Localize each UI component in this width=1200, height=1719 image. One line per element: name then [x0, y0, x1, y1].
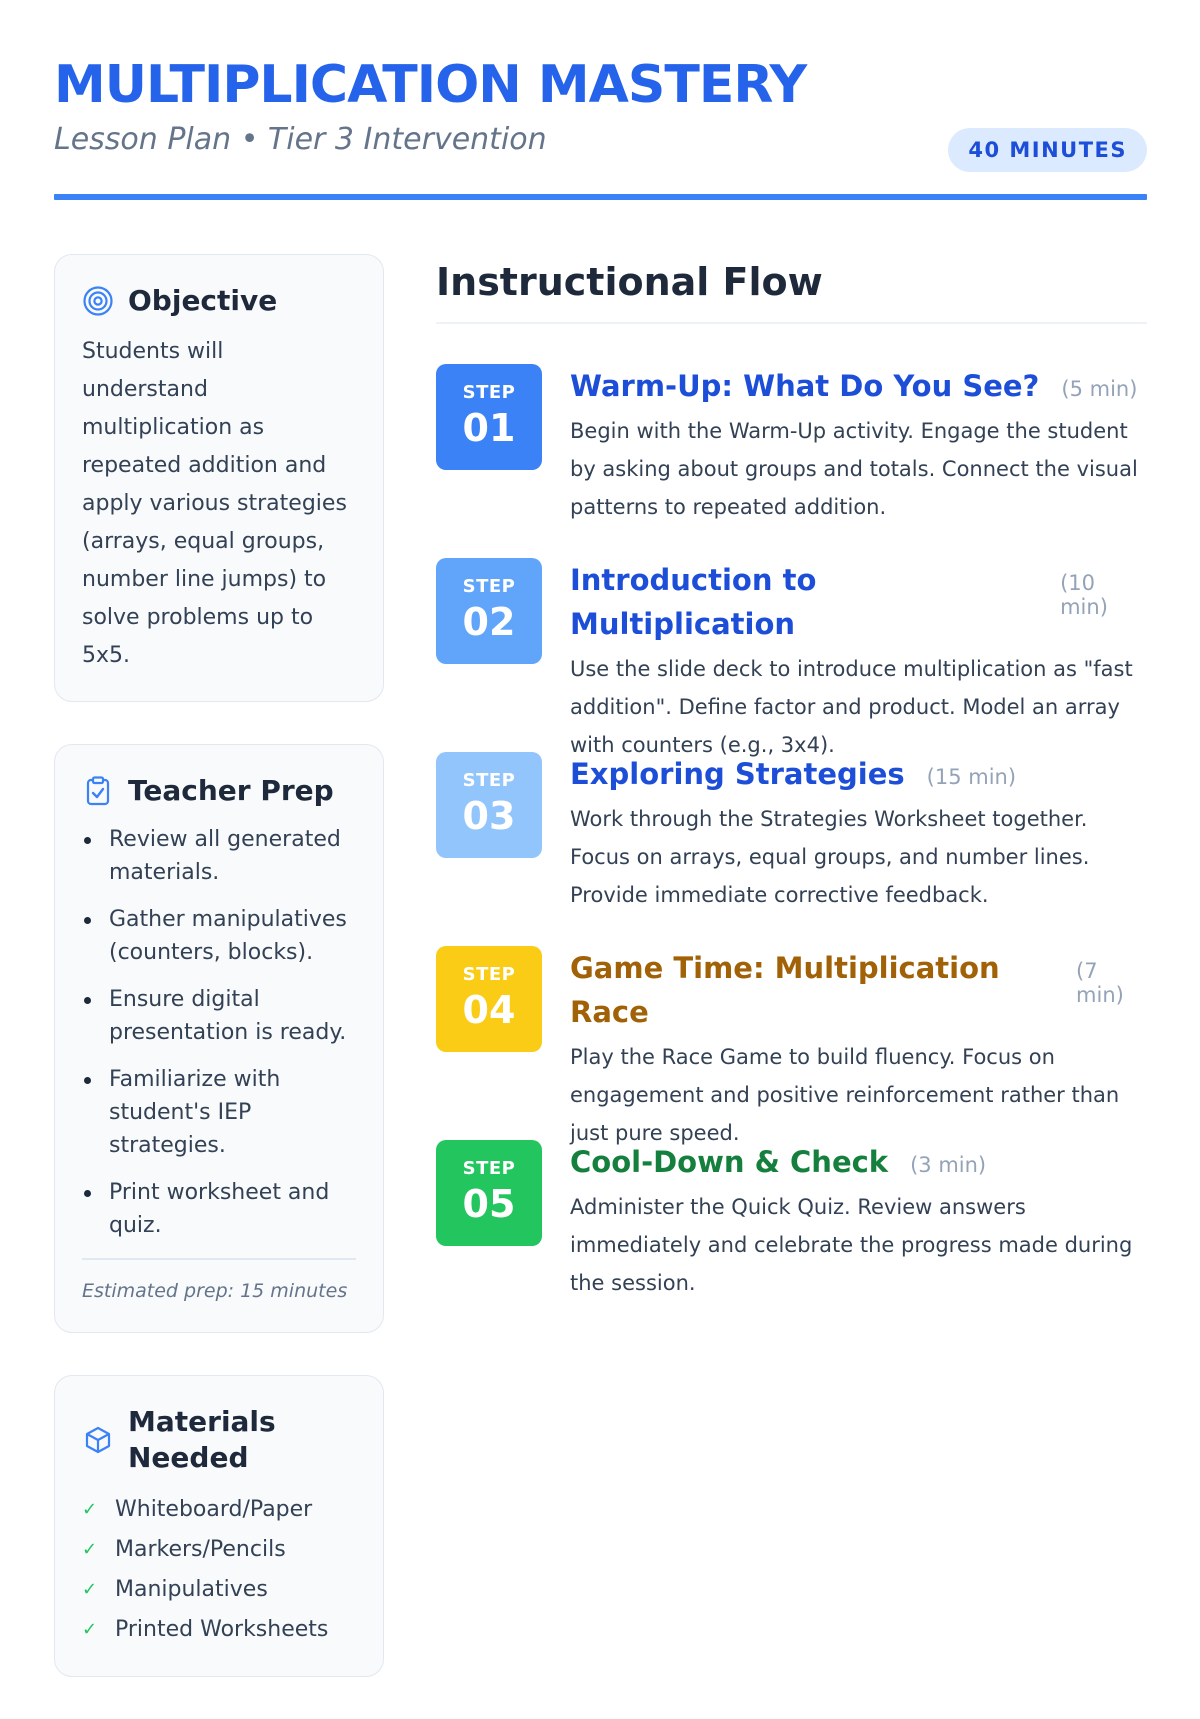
step-badge-label: STEP — [462, 770, 516, 791]
list-item: Gather manipulatives (counters, blocks). — [82, 903, 356, 969]
step-duration: (5 min) — [1061, 377, 1138, 401]
list-item: Ensure digital presentation is ready. — [82, 983, 356, 1049]
step-badge-label: STEP — [462, 576, 516, 597]
list-item — [82, 1570, 356, 1610]
list-item — [82, 1490, 356, 1530]
step-title: Cool-Down & Check — [570, 1145, 889, 1179]
list-item — [82, 1610, 356, 1650]
step-duration: (15 min) — [926, 765, 1017, 789]
step-3 — [436, 752, 1147, 946]
duration-badge: 40 MINUTES — [948, 128, 1147, 172]
materials-list — [82, 1490, 356, 1650]
step-description: Play the Race Game to build fluency. Focus on engagement and positive reinforcement rather than just pure speed. — [570, 1045, 1120, 1145]
flow-divider — [436, 322, 1147, 324]
step-badge-label: STEP — [462, 964, 516, 985]
step-description: Work through the Strategies Worksheet together. Focus on arrays, equal groups, and number lines. Provide immediate corrective feedback. — [570, 807, 1090, 907]
step-duration: (7 min) — [1076, 959, 1124, 1007]
material-label: Whiteboard/Paper — [115, 1496, 313, 1522]
step-2 — [436, 558, 1147, 757]
material-label: Markers/Pencils — [115, 1536, 286, 1562]
teacher-prep-header — [82, 773, 356, 809]
flow-title: Instructional Flow — [436, 260, 823, 304]
objective-title: Objective — [128, 284, 278, 317]
step-badge — [436, 752, 542, 858]
box-icon — [82, 1424, 114, 1456]
step-badge — [436, 558, 542, 664]
prep-divider — [82, 1258, 356, 1260]
target-icon — [82, 285, 114, 317]
materials-card — [54, 1375, 384, 1677]
clipboard-check-icon — [82, 775, 114, 807]
page-subtitle: Lesson Plan • Tier 3 Intervention — [54, 122, 547, 157]
check-icon: ✓ — [82, 1618, 98, 1640]
instructional-flow — [436, 254, 1147, 1334]
list-item: Review all generated materials. — [82, 823, 356, 889]
step-title: Warm-Up: What Do You See? — [570, 369, 1040, 403]
step-description: Administer the Quick Quiz. Review answers immediately and celebrate the progress made during the session. — [570, 1195, 1133, 1295]
materials-header — [82, 1404, 356, 1476]
step-badge-number: 04 — [462, 988, 516, 1032]
step-badge-label: STEP — [462, 382, 516, 403]
check-icon: ✓ — [82, 1578, 98, 1600]
step-badge — [436, 364, 542, 470]
step-badge — [436, 946, 542, 1052]
objective-header — [82, 283, 356, 319]
objective-card — [54, 254, 384, 702]
step-badge-number: 01 — [462, 406, 516, 450]
step-4 — [436, 946, 1147, 1145]
step-header — [570, 364, 1147, 408]
list-item: Print worksheet and quiz. — [82, 1176, 356, 1242]
materials-title: Materials Needed — [128, 1404, 276, 1474]
step-badge-label: STEP — [462, 1158, 516, 1179]
sidebar — [54, 254, 384, 1719]
page-title: MULTIPLICATION MASTERY — [54, 55, 807, 115]
step-5 — [436, 1140, 1147, 1334]
step-title: Exploring Strategies — [570, 757, 905, 791]
teacher-prep-list — [82, 823, 356, 1242]
step-content — [570, 558, 1147, 764]
step-title: Game Time: Multiplication Race — [570, 951, 1000, 1029]
step-description: Begin with the Warm-Up activity. Engage the student by asking about groups and totals. Connect the visual patterns to repeated addition. — [570, 419, 1138, 519]
step-badge-number: 02 — [462, 600, 516, 644]
teacher-prep-title: Teacher Prep — [128, 774, 334, 807]
step-content — [570, 1140, 1147, 1302]
step-badge-number: 05 — [462, 1182, 516, 1226]
step-header — [570, 1140, 1147, 1184]
material-label: Printed Worksheets — [115, 1616, 329, 1642]
step-header — [570, 558, 1147, 646]
list-item — [82, 1530, 356, 1570]
step-duration: (10 min) — [1060, 571, 1108, 619]
step-badge-number: 03 — [462, 794, 516, 838]
step-content — [570, 364, 1147, 526]
step-duration: (3 min) — [910, 1153, 987, 1177]
step-description: Use the slide deck to introduce multiplication as "fast addition". Define factor and product. Model an array with counters (e.g., 3x4). — [570, 657, 1133, 757]
step-title: Introduction to Multiplication — [570, 563, 817, 641]
step-header — [570, 946, 1147, 1034]
step-badge — [436, 1140, 542, 1246]
material-label: Manipulatives — [115, 1576, 268, 1602]
step-content — [570, 946, 1147, 1152]
step-1 — [436, 364, 1147, 558]
header-divider — [54, 194, 1147, 200]
prep-estimate-note: Estimated prep: 15 minutes — [82, 1279, 348, 1302]
list-item: Familiarize with student's IEP strategies. — [82, 1063, 356, 1162]
lesson-header — [54, 50, 1147, 200]
check-icon: ✓ — [82, 1538, 98, 1560]
check-icon: ✓ — [82, 1498, 98, 1520]
teacher-prep-card — [54, 744, 384, 1333]
step-header — [570, 752, 1147, 796]
step-content — [570, 752, 1147, 914]
objective-text: Students will understand multiplication as repeated addition and apply various strategies (arrays, equal groups, number line jumps) to solve problems up to 5x5. — [82, 339, 347, 668]
